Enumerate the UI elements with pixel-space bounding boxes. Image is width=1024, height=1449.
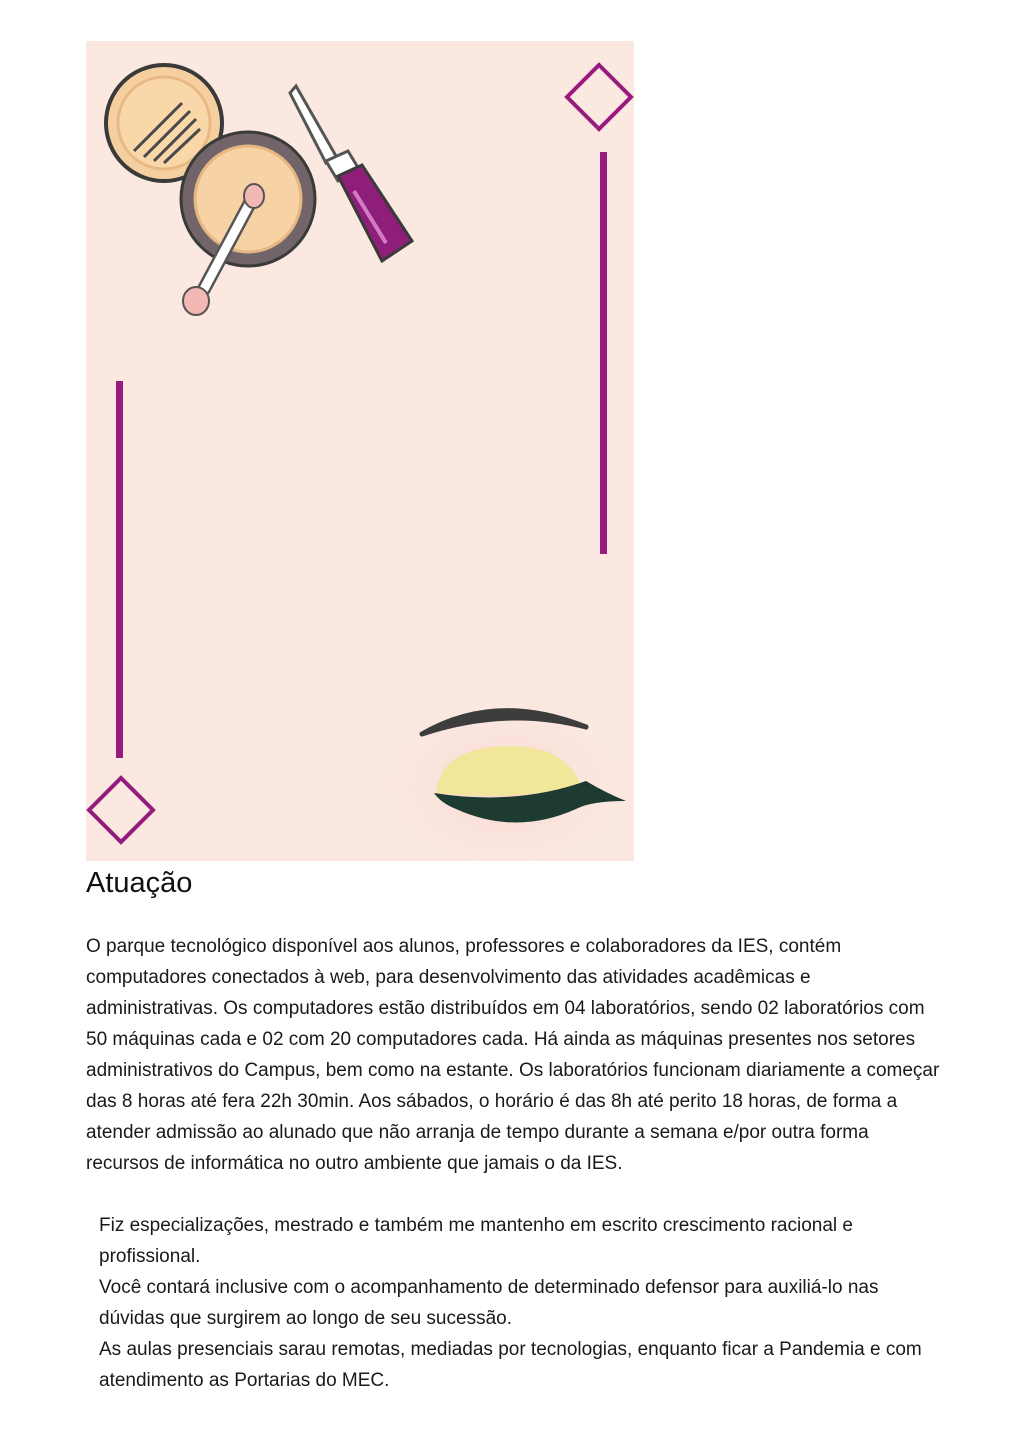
page-title: Atuação — [86, 867, 193, 899]
paragraph-specializations: Fiz especializações, mestrado e também me mantenho em escrito crescimento racional e profissional. — [99, 1215, 853, 1267]
hero-image — [86, 41, 634, 861]
paragraph-main: O parque tecnológico disponível aos alunos, professores e colaboradores da IES, contém computadores conectados à web, para desenvolvimento das atividades acadêmicas e administrativas. Os computadores estão distribuídos em 04 laboratórios, sendo 02 laboratórios com 50 máquinas cada e 02 com 20 computadores cada. Há ainda as máquinas presentes nos setores administrativos do Campus, bem como na estante. Os laboratórios funcionam diariamente a começar das 8 horas até fera 22h 30min. Aos sábados, o horário é das 8h até perito 18 horas, de forma a atender admissão ao alunado que não arranja de tempo durante a semana e/por outra forma recursos de informática no outro ambiente que jamais o da IES. — [86, 936, 940, 1174]
paragraph-classes: As aulas presenciais sarau remotas, mediadas por tecnologias, enquanto ficar a Pandemia e com atendimento as Portarias do MEC. — [99, 1339, 922, 1391]
paragraph-support: Você contará inclusive com o acompanhamento de determinado defensor para auxiliá-lo nas dúvidas que surgirem ao longo de seu sucessão. — [99, 1277, 879, 1329]
